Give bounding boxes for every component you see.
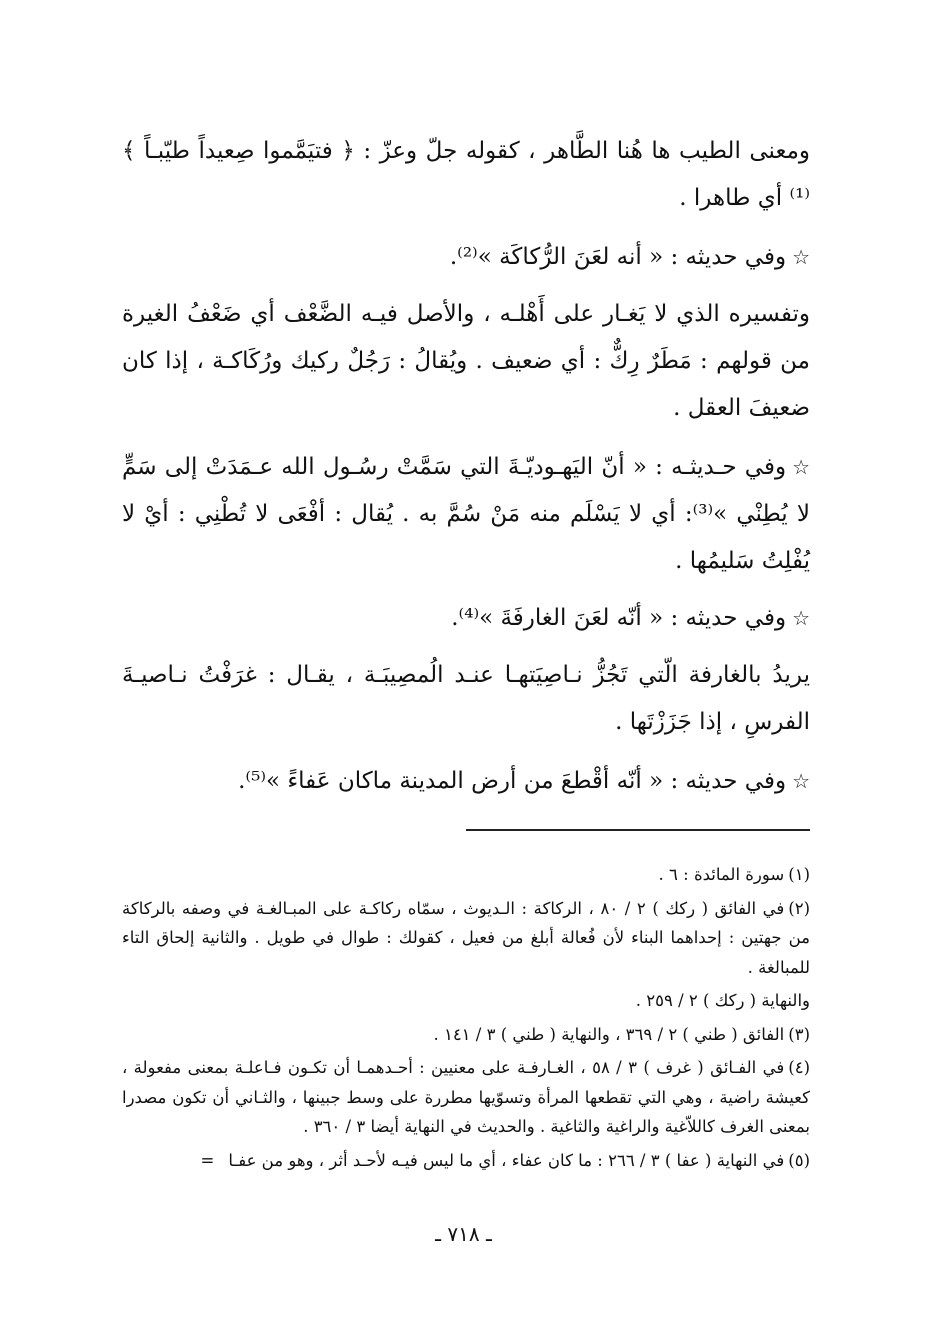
hadith-3-text: وفي حديثه : « أنّه لعَنَ الغارفَةَ »⁽⁴⁾. xyxy=(451,605,787,631)
footnote-number: (٣) xyxy=(788,1024,810,1044)
footnote-number: (٥) xyxy=(788,1150,810,1170)
main-text xyxy=(122,128,810,815)
footnote-text: سورة المائدة : ٦ . xyxy=(658,865,785,884)
footnote-number: (١) xyxy=(788,865,810,884)
hadith-1-text: وفي حديثه : « أنه لعَنَ الرُّكاكَة »⁽²⁾. xyxy=(449,244,787,270)
star-icon: ☆ xyxy=(792,455,810,479)
hadith-3 xyxy=(122,595,810,642)
hadith-1 xyxy=(122,234,810,281)
hadith-2 xyxy=(122,444,810,585)
footnote-4 xyxy=(122,1053,810,1142)
star-icon: ☆ xyxy=(792,606,810,630)
footnote-number: (٤) xyxy=(788,1058,810,1077)
footnote-3 xyxy=(122,1020,810,1050)
footnote-text: في الفائق ( ركك ) ٢ / ٨٠ ، الركاكة : الـديوث ، سمّاه ركاكـة على المبـالغـة في وصفه بالركاكة من جهتين : إحداهما البناء لأن فُعالة أبلغ من فعيل ، كقولك : طوال في طويل . والثانية إلحاق التاء للمبالغة . xyxy=(122,898,810,977)
star-icon: ☆ xyxy=(792,769,810,793)
paragraph-1: ومعنى الطيب ها هُنا الطَّاهر ، كقوله جلّ وعزّ : ﴿ فتيَمَّموا صِعيداً طيّبـاً ﴾⁽¹⁾ أي طاهرا . xyxy=(122,138,810,211)
star-icon: ☆ xyxy=(792,245,810,269)
page-number: ـ ٧١٨ ـ xyxy=(435,1222,492,1246)
footnote-5 xyxy=(122,1146,810,1176)
footnote-text: الفائق ( طني ) ٢ / ٣٦٩ ، والنهاية ( طني ) ٣ / ١٤١ . xyxy=(433,1024,785,1044)
footnote-separator xyxy=(466,829,810,831)
footnote-text: في الفـائق ( غرف ) ٣ / ٥٨ ، الغـارفـة على معنيين : أحـدهمـا أن تكـون فـاعلـة بمعنى مفعولة ، كعيشة راضية ، وهي التي تقطعها المرأة وتسوّيها مطررة على وسط جبينها ، والثـاني أن تكون مصدرا بمعنى الغرف كاللاّغية والراغية والثاغية . والحديث في النهاية أيضا ٣ / ٣٦٠ . xyxy=(122,1058,810,1136)
footnote-text: والنهاية ( ركك ) ٢ / ٢٥٩ . xyxy=(635,991,810,1010)
footnote-2 xyxy=(122,894,810,983)
footnote-1 xyxy=(122,860,810,890)
footnote-text: في النهاية ( عفا ) ٣ / ٢٦٦ : ما كان عفاء ، أي ما ليس فيـه لأحـد أثر ، وهو من عفـا xyxy=(228,1150,785,1170)
footnote-number: (٢) xyxy=(788,898,810,918)
continuation-mark: = xyxy=(200,1150,215,1170)
paragraph-2: وتفسيره الذي لا يَغـار على أَهْلـه ، والأصل فيـه الضَّعْف أي ضَعْفُ الغيرة من قولهم : مَطَرٌ رِكٌّ : أي ضعيف . ويُقالُ : رَجُلٌ ركيك ورُكَاكـة ، إذا كان ضعيفَ العقل . xyxy=(122,301,810,421)
footnote-2-continued xyxy=(122,986,810,1016)
hadith-4-text: وفي حديثه : « أنّه أقْطعَ من أرض المدينة ماكان عَفاءً »⁽⁵⁾. xyxy=(238,768,787,794)
hadith-2-text: وفي حـديثـه : « أنّ اليَهـوديّـةَ التي سَمَّتْ رسُـول الله عـمَدَتْ إلى سَمٍّ لا يُطِنْي »⁽³⁾: أي لا يَسْلَم منه مَنْ سُمَّ به . يُقال : أفْعَى لا تُطْنِي : أيْ لا يُفْلِتُ سَليمُها . xyxy=(122,454,810,574)
hadith-4 xyxy=(122,758,810,805)
paragraph-3: يريدُ بالغارفة الّتي تَجُزُّ نـاصِيَتهـا عنـد الُمصِيبَـة ، يقـال : غرَفْتُ نـاصيـةَ الفرسِ ، إذا جَزَزْتَها . xyxy=(122,662,810,735)
footnotes xyxy=(122,860,810,1179)
